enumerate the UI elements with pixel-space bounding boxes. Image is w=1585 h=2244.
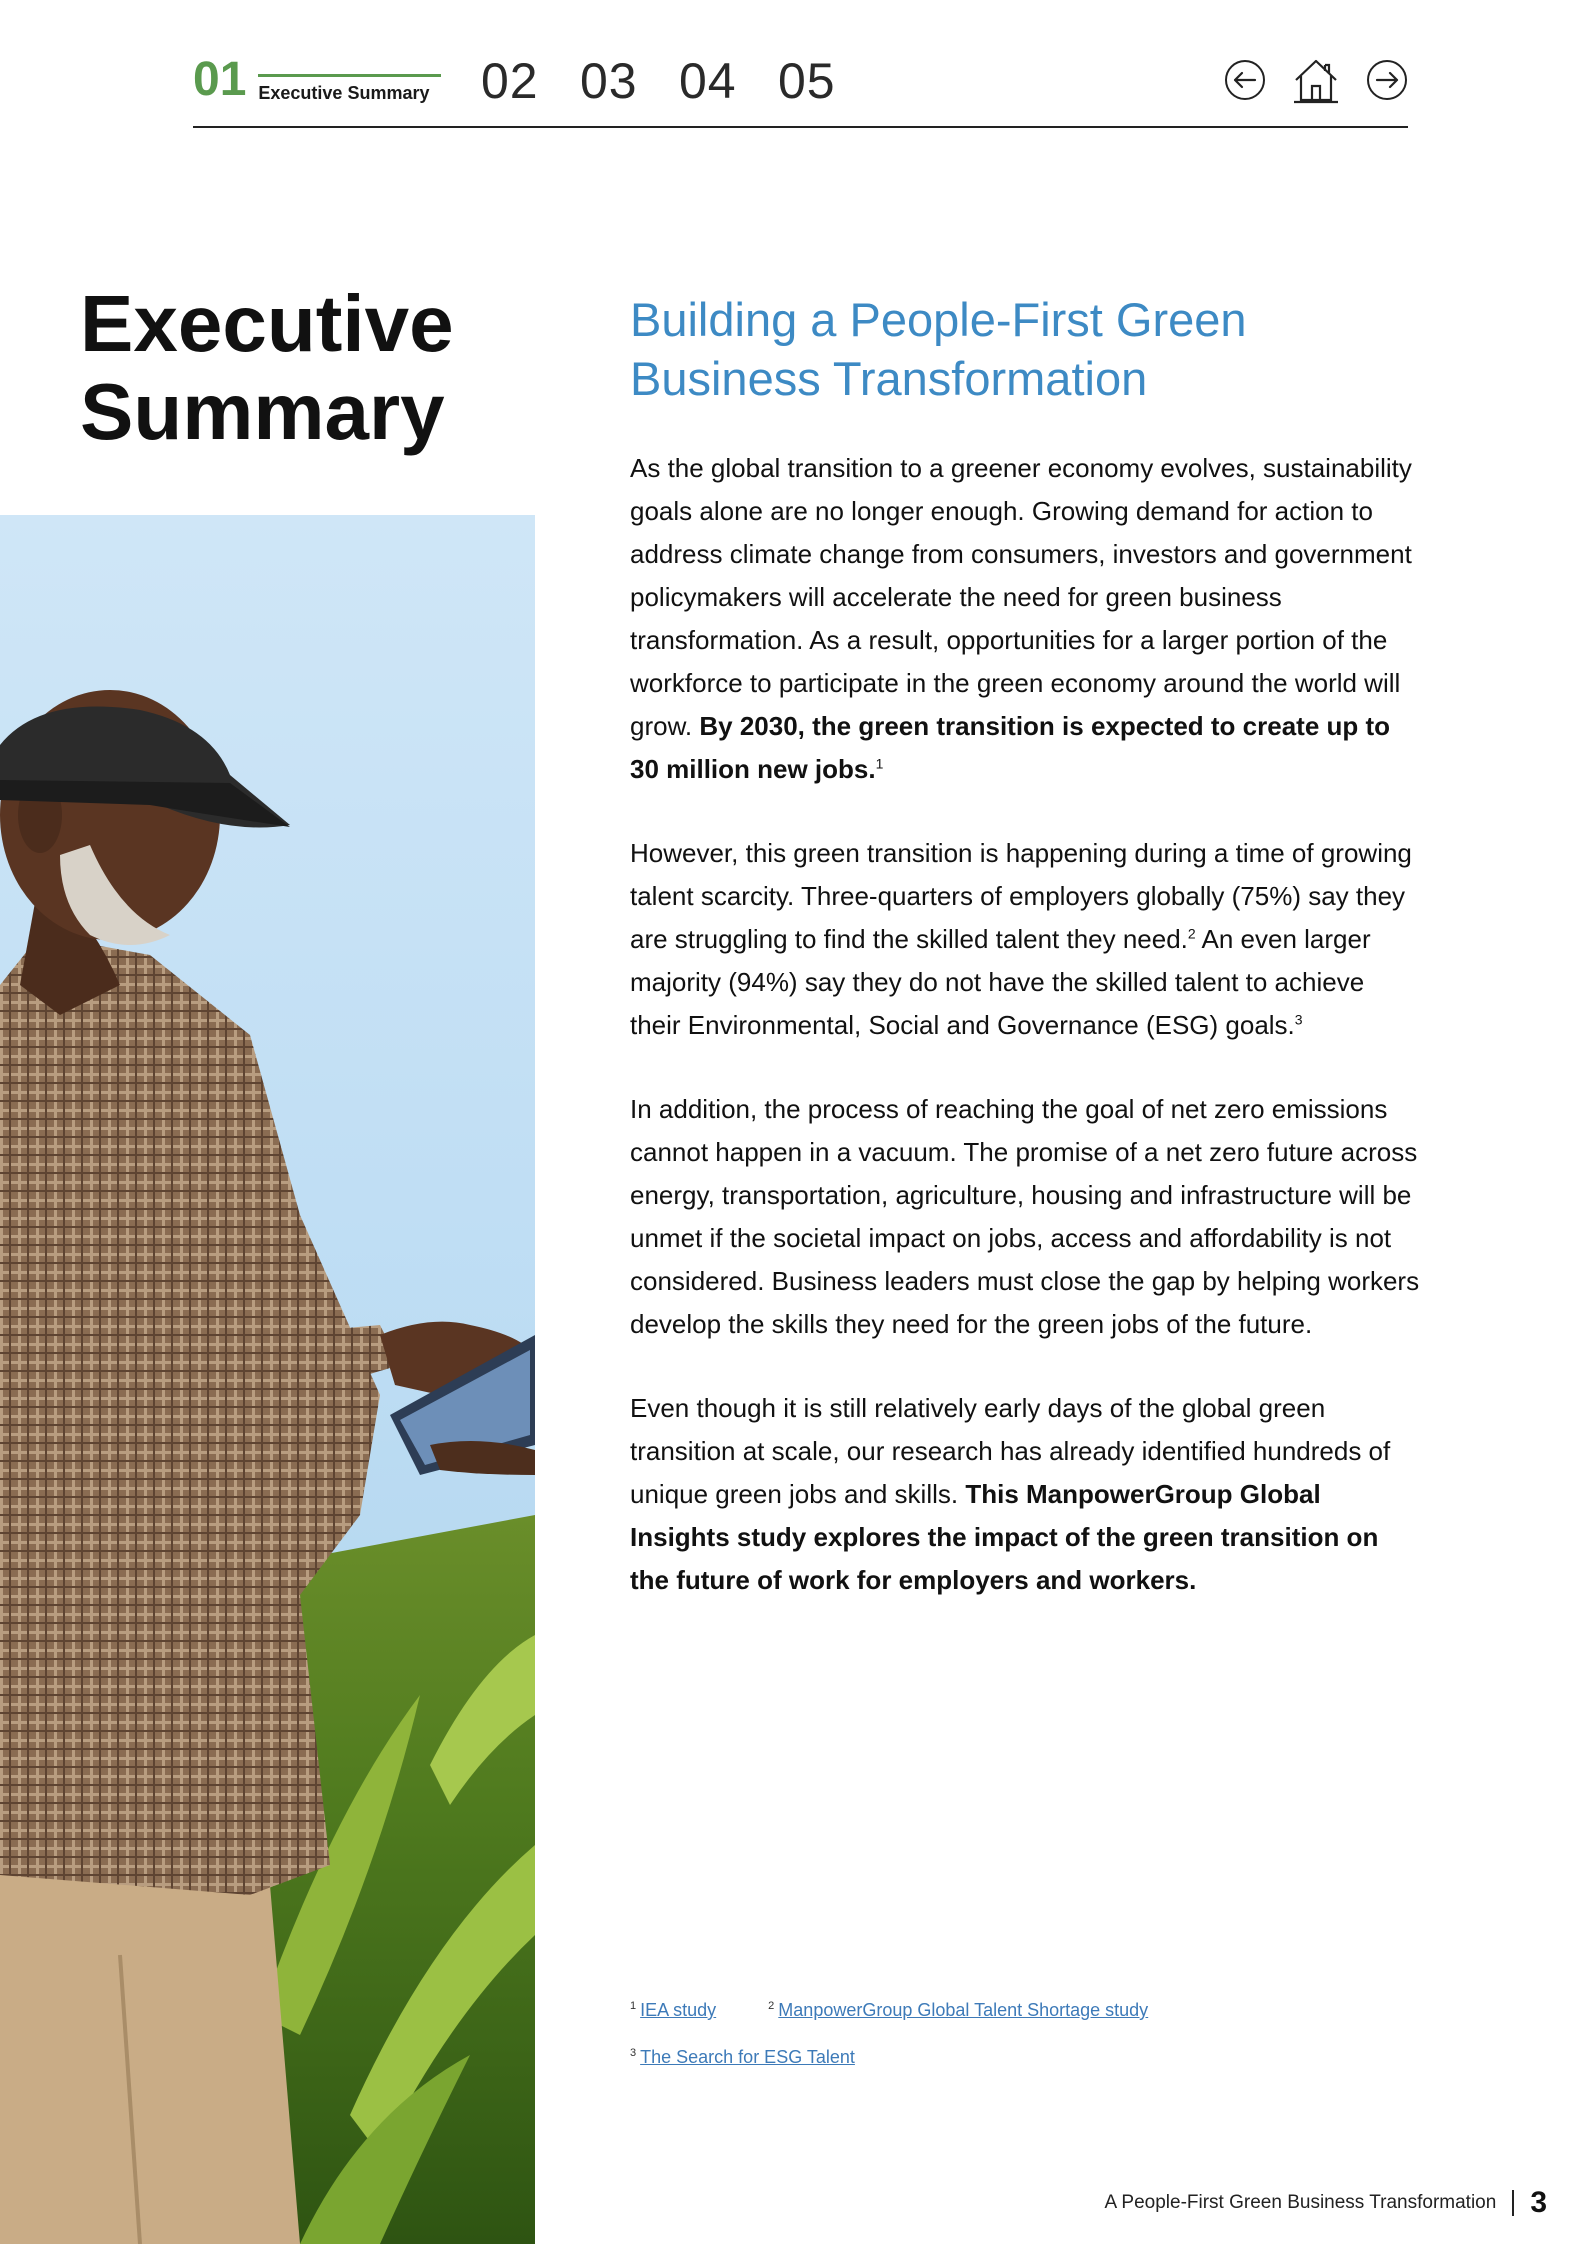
page-number: 3 (1530, 2186, 1547, 2219)
farmer-photo (0, 515, 535, 2244)
nav-current-label: Executive Summary (258, 83, 430, 103)
footnotes (630, 2000, 1148, 2094)
footnote-ref-3: 3 (1294, 1011, 1303, 1028)
footnote-row-2 (630, 2047, 1148, 2068)
nav-section-05[interactable]: 05 (778, 53, 836, 109)
footer-title: A People-First Green Business Transformation (1104, 2192, 1497, 2213)
page-footer (1105, 2186, 1547, 2220)
paragraph-1-bold: By 2030, the green transition is expected to create up to 30 million new jobs. (630, 711, 1391, 784)
top-navigation (193, 50, 1408, 128)
paragraph-1: As the global transition to a greener economy evolves, sustainability goals alone are no longer enough. Growing demand for action to address climate change from consumers, investors and government policymakers will accelerate the need for green business transformation. As a result, opportunities for a larger portion of the workforce to participate in the green economy around the world will grow. By 2030, the green transition is expected to create up to 30 million new jobs.$^1$ (630, 453, 1412, 784)
page-title-line1: Executive (80, 279, 454, 368)
section-heading: Building a People-First Green Business Transformation (630, 293, 1247, 405)
footnote-ref-2: 2 (1187, 925, 1196, 942)
footnote-2: $^2$ ManpowerGroup Global Talent Shortage study (768, 2000, 1149, 2020)
footnote-ref-1: 1 (875, 755, 884, 772)
arrow-right-circle-icon[interactable] (1366, 59, 1408, 101)
nav-icons (1224, 56, 1408, 104)
footnote-1: $^1$ IEA study (630, 2000, 717, 2020)
body-text (630, 447, 1420, 1643)
footer-divider (1512, 2190, 1514, 2216)
footnote-row-1 (630, 2000, 1148, 2021)
paragraph-4: Even though it is still relatively early days of the global green transition at scale, our research has already identified hundreds of unique green jobs and skills. This ManpowerGroup Global Insights study explores the impact of the green transition on the future of work for employers and workers. (630, 1393, 1391, 1595)
footnote-3: $^3$ The Search for ESG Talent (630, 2047, 855, 2067)
page-title (80, 280, 454, 456)
footnote-3-link[interactable]: The Search for ESG Talent (640, 2047, 855, 2067)
nav-section-02[interactable]: 02 (481, 53, 539, 109)
nav-section-03[interactable]: 03 (580, 53, 638, 109)
nav-current-label-wrap (258, 74, 441, 104)
nav-current-number: 01 (193, 53, 247, 106)
home-icon[interactable] (1292, 56, 1340, 104)
paragraph-3: In addition, the process of reaching the goal of net zero emissions cannot happen in a vacuum. The promise of a net zero future across energy, transportation, agriculture, housing and infrastructure will be unmet if the societal impact on jobs, access and affordability is not considered. Business leaders must close the gap by helping workers develop the skills they need for the green jobs of the future. (630, 1094, 1420, 1339)
paragraph-2: However, this green transition is happening during a time of growing talent scarcity. Three-quarters of employers globally (75%) say they are struggling to find the skilled talent they need.$^2$ An even larger majority (94%) say they do not have the skilled talent to achieve their Environmental, Social and Governance (ESG) goals.$^3$ (630, 838, 1412, 1040)
arrow-left-circle-icon[interactable] (1224, 59, 1266, 101)
nav-current-section[interactable] (193, 53, 441, 106)
footnote-1-link[interactable]: IEA study (640, 2000, 717, 2020)
farmer-with-tablet-image (0, 515, 535, 2244)
paragraph-4-bold: This ManpowerGroup Global Insights study explores the impact of the green transition on the future of work for employers and workers. (630, 1479, 1379, 1595)
footnote-2-link[interactable]: ManpowerGroup Global Talent Shortage study (778, 2000, 1149, 2020)
nav-section-04[interactable]: 04 (679, 53, 737, 109)
page-title-line2: Summary (80, 367, 445, 456)
